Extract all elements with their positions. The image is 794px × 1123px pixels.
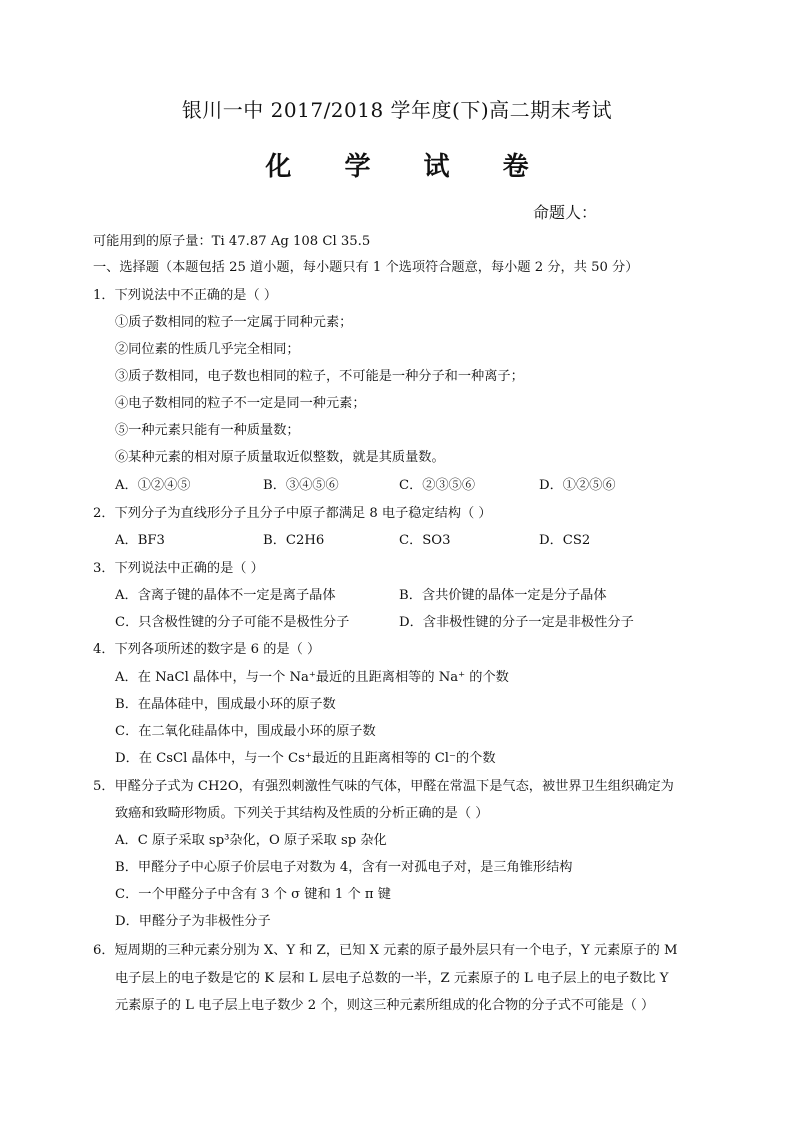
question-stem: 4．下列各项所述的数字是 6 的是（ ） <box>93 642 321 657</box>
question-stem: 2．下列分子为直线形分子且分子中原子都满足 8 电子稳定结构（ ） <box>93 506 492 521</box>
question-stem-cont: 元素原子的 L 电子层上电子数少 2 个，则这三种元素所组成的化合物的分子式不可能是（ ） <box>115 998 655 1013</box>
option: B．含共价键的晶体一定是分子晶体 <box>399 588 607 603</box>
option <box>115 532 165 550</box>
option-text: B．C2H6 <box>263 533 325 548</box>
subtitle-char: 试 <box>423 152 450 182</box>
option: B．在晶体硅中，围成最小环的原子数 <box>115 697 336 712</box>
statement: ④电子数相同的粒子不一定是同一种元素； <box>115 396 366 411</box>
question-stem: 1．下列说法中不正确的是（ ） <box>93 288 278 303</box>
option-text: C．SO3 <box>399 533 451 548</box>
exam-subtitle <box>0 146 794 183</box>
option: A．在 NaCl 晶体中，与一个 Na⁺最近的且距离相等的 Na⁺ 的个数 <box>115 670 509 685</box>
option: A．含离子键的晶体不一定是离子晶体 <box>115 588 336 603</box>
option: B．③④⑤⑥ <box>263 478 339 493</box>
option-text: D．CS2 <box>539 533 591 548</box>
option: C．一个甲醛分子中含有 3 个 σ 键和 1 个 π 键 <box>115 887 391 902</box>
option: C．②③⑤⑥ <box>399 478 476 493</box>
option <box>399 532 451 550</box>
question-stem: 6．短周期的三种元素分别为 X、Y 和 Z，已知 X 元素的原子最外层只有一个电子，Y 元素原子的 M <box>93 943 678 958</box>
option: A．C 原子采取 sp³杂化，O 原子采取 sp 杂化 <box>115 833 387 848</box>
option: D．①②⑤⑥ <box>539 478 616 493</box>
subtitle-char: 化 <box>265 152 292 182</box>
subtitle-char: 卷 <box>502 152 529 182</box>
exam-title: 银川一中 2017/2018 学年度(下)高二期末考试 <box>181 98 613 122</box>
statement: ②同位素的性质几乎完全相同； <box>115 342 300 357</box>
question-stem-cont: 致癌和致畸形物质。下列关于其结构及性质的分析正确的是（ ） <box>115 806 489 821</box>
statement: ③质子数相同，电子数也相同的粒子，不可能是一种分子和一种离子； <box>115 369 524 384</box>
statement: ①质子数相同的粒子一定属于同种元素； <box>115 315 353 330</box>
subtitle-char: 学 <box>344 152 371 182</box>
question-stem: 5．甲醛分子式为 CH2O，有强烈刺激性气味的气体，甲醛在常温下是气态，被世界卫生组织确定为 <box>93 779 674 794</box>
option: D．含非极性键的分子一定是非极性分子 <box>399 615 634 630</box>
option-text: A．BF3 <box>115 533 165 548</box>
option: D．在 CsCl 晶体中，与一个 Cs⁺最近的且距离相等的 Cl⁻的个数 <box>115 751 496 766</box>
section-heading: 一、选择题（本题包括 25 道小题，每小题只有 1 个选项符合题意，每小题 2 分，共 50 分） <box>93 260 639 275</box>
author-label: 命题人： <box>533 203 598 222</box>
statement: ⑤一种元素只能有一种质量数； <box>115 423 300 438</box>
option: A．①②④⑤ <box>115 478 191 493</box>
statement: ⑥某种元素的相对原子质量取近似整数，就是其质量数。 <box>115 450 445 465</box>
option <box>263 532 324 550</box>
option: C．在二氧化硅晶体中，围成最小环的原子数 <box>115 724 376 739</box>
option: B．甲醛分子中心原子价层电子对数为 4，含有一对孤电子对，是三角锥形结构 <box>115 860 573 875</box>
atomic-masses: 可能用到的原子量：Ti 47.87 Ag 108 Cl 35.5 <box>93 234 371 249</box>
question-stem: 3．下列说法中正确的是（ ） <box>93 561 264 576</box>
option <box>539 532 590 550</box>
question-stem-cont: 电子层上的电子数是它的 K 层和 L 层电子总数的一半，Z 元素原子的 L 电子层上的电子数比 Y <box>115 971 669 986</box>
option: C．只含极性键的分子可能不是极性分子 <box>115 615 350 630</box>
option: D．甲醛分子为非极性分子 <box>115 914 271 929</box>
